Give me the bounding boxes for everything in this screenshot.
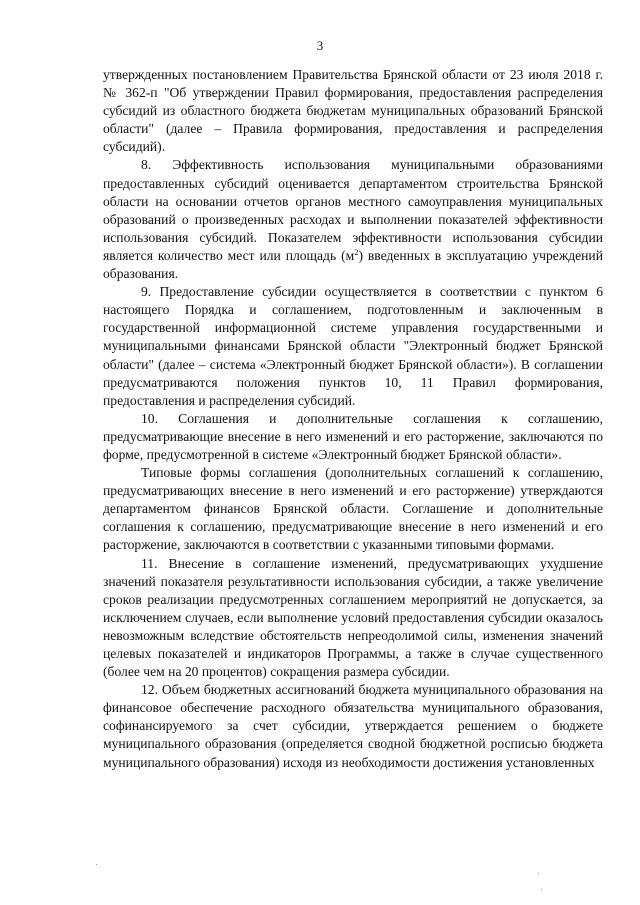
- paragraph-9: 9. Предоставление субсидии осуществляется в соответствии с пунктом 6 настоящего Порядка и соглашением, подготовленным и заключенным в государственной информационной системе управления государственными и муниципальными финансами Брянской области "Электронный бюджет Брянской области" (далее – система «Электронный бюджет Брянской области»). В соглашении предусматриваются положения пунктов 10, 11 Правил формирования, предоставления и распределения субсидий.: [103, 284, 603, 408]
- paragraph-8-text-end: ) введенных в эксплуатацию учреждений образования.: [103, 247, 603, 282]
- scan-artifact-dot: [538, 873, 539, 874]
- paragraph-10-typical-forms: Типовые формы соглашения (дополнительных соглашений к соглашению, предусматривающих внесение в него изменений и его расторжение) утверждаются департаментом финансов Брянской области. Соглашение и дополнительные соглашения к соглашению, предусматривающие внесение в него изменений и его расторжение, заключаются в соответствии с указанными типовыми формами.: [103, 465, 603, 553]
- paragraph-8-text: 8. Эффективность использования муниципальными образованиями предоставленных субсидий оценивается департаментом строительства Брянской области на основании отчетов органов местного самоуправления муниципальных образований о произведенных расходах и выполнении показателей эффективности использования субсидий. Показателем эффективности использования субсидии является количество мест или площадь (м: [103, 157, 603, 263]
- paragraph-continuation: утвержденных постановлением Правительства Брянской области от 23 июля 2018 г. № 362-п "Об утверждении Правил формирования, предоставления распределения субсидий из областного бюджета бюджетам муниципальных образований Брянской области" (далее – Правила формирования, предоставления и распределения субсидий).: [103, 67, 603, 155]
- scan-artifact-dot: [96, 864, 97, 865]
- paragraph-11: 11. Внесение в соглашение изменений, предусматривающих ухудшение значений показателя результативности использования субсидии, а также увеличение сроков реализации предусмотренных соглашением мероприятий не допускается, за исключением случаев, если выполнение условий предоставления субсидии оказалось невозможным вследствие обстоятельств непреодолимой силы, изменения значений целевых показателей и индикаторов Программы, а также в случае существенного (более чем на 20 процентов) сокращения размера субсидии.: [103, 555, 603, 680]
- scan-artifact-dot: [541, 889, 542, 890]
- paragraph-12: 12. Объем бюджетных ассигнований бюджета муниципального образования на финансовое обеспечение расходного обязательства муниципального образования, софинансируемого за счет субсидии, утверждается решением о бюджете муниципального образования (определяется сводной бюджетной росписью бюджета муниципального образования) исходя из необходимости достижения установленных: [103, 682, 603, 770]
- document-body: [103, 66, 603, 772]
- page-number: 3: [316, 39, 324, 53]
- paragraph-10: 10. Соглашения и дополнительные соглашения к соглашению, предусматривающие внесение в него изменений и его расторжение, заключаются по форме, предусмотренной в системе «Электронный бюджет Брянской области».: [103, 410, 603, 462]
- paragraph-8: [103, 156, 603, 283]
- superscript-squared: 2: [354, 246, 359, 257]
